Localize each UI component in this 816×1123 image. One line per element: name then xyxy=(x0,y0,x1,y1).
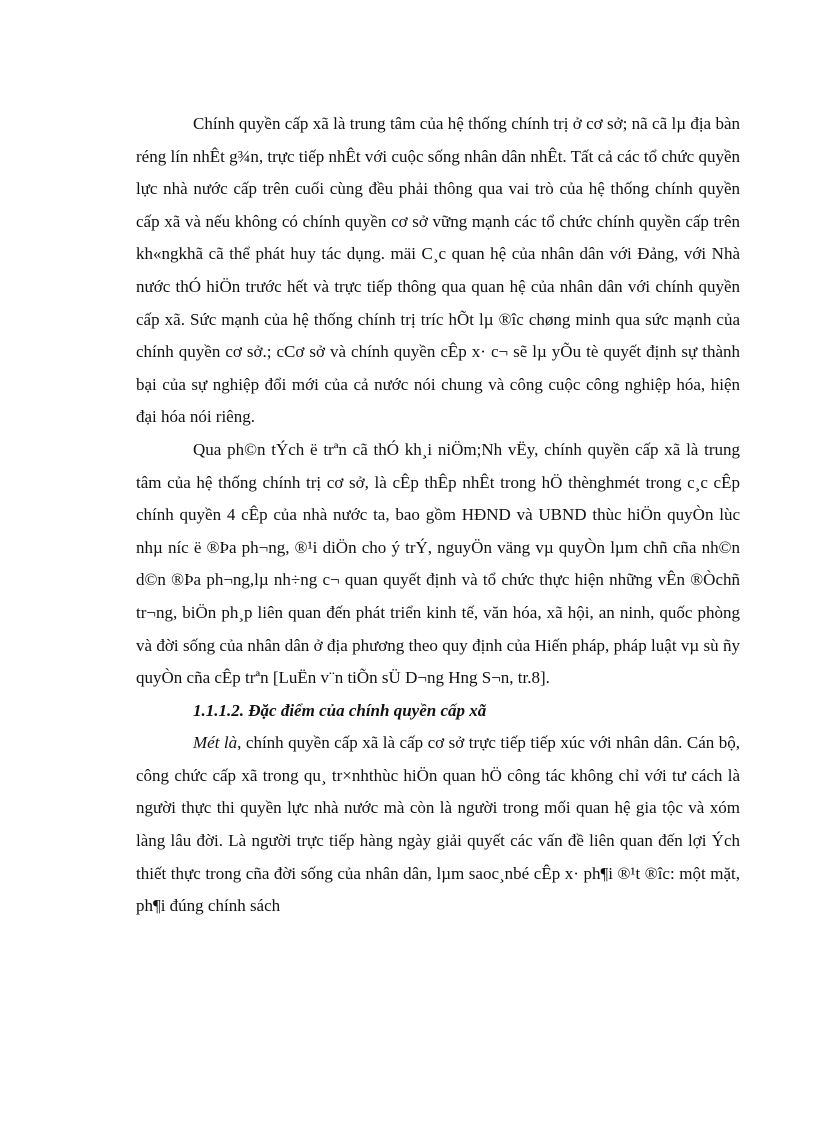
paragraph-1: Chính quyền cấp xã là trung tâm của hệ thống chính trị ở cơ sở; nã cã lµ địa bàn réng lín nhÊt g¾n, trực tiếp nhÊt với cuộc sống nhân dân nhÊt. Tất cả các tổ chức quyền lực nhà nước cấp trên cuối cùng đều phải thông qua vai trò của hệ thống chính quyền cấp xã và nếu không có chính quyền cơ sở vững mạnh các tổ chức chính quyền cấp trên kh«ngkhã cã thể phát huy tác dụng. mäi C¸c quan hệ của nhân dân với Đảng, với Nhà nước thÓ hiÖn trước hết và trực tiếp thông qua quan hệ của nhân dân với chính quyền cấp xã. Sức mạnh của hệ thống chính trị tríc hÕt lµ ®îc chøng minh qua sức mạnh của chính quyền cơ sở.; cCơ sở và chính quyền cÊp x· c¬ sẽ lµ yÕu tè quyết định sự thành bại của sự nghiệp đổi mới của cả nước nói chung và công cuộc công nghiệp hóa, hiện đại hóa nói riêng. xyxy=(136,114,740,427)
paragraph-3 xyxy=(136,727,740,923)
section-heading: 1.1.1.2. Đặc điểm của chính quyền cấp xã xyxy=(193,700,487,720)
paragraph-2: Qua ph©n tÝch ë trªn cã thÓ kh¸i niÖm;Nh vËy, chính quyền cấp xã là trung tâm của hệ thống chính trị cơ sở, là cÊp thÊp nhÊt trong hÖ thènghmét trong c¸c cÊp chính quyền 4 cÊp của nhà nước ta, bao gồm HĐND và UBND thùc hiÖn quyÒn lùc nhµ níc ë ®Þa ph¬ng, ®¹i diÖn cho ý trÝ, nguyÖn väng vµ quyÒn lµm chñ cña nh©n d©n ®Þa ph¬ng,lµ nh÷ng c¬ quan quyết định và tổ chức thực hiện những vÊn ®Òchñ tr¬ng, biÖn ph¸p liên quan đến phát triển kinh tế, văn hóa, xã hội, an ninh, quốc phòng và đời sống của nhân dân ở địa phương theo quy định của Hiến pháp, pháp luật vµ sù ñy quyÒn cña cÊp trªn [LuËn v¨n tiÕn sÜ D¬ng Hng S¬n, tr.8]. xyxy=(136,439,740,688)
paragraph-3-lead: Mét là xyxy=(193,733,238,753)
document-page xyxy=(136,108,740,923)
paragraph-3-body: , chính quyền cấp xã là cấp cơ sở trực tiếp tiếp xúc với nhân dân. Cán bộ, công chức cấp xã trong qu¸ tr×nhthùc hiÖn quan hÖ công tác không chỉ với tư cách là người thực thi quyền lực nhà nước mà còn là người trong mối quan hệ gia tộc và xóm làng lâu đời. Là người trực tiếp hàng ngày giải quyết các vấn đề liên quan đến lợi Ých thiết thực trong cña đời sống của nhân dân, lµm saoc¸nbé cÊp x· ph¶i ®¹t ®îc: một mặt, ph¶i đúng chính sách xyxy=(136,733,741,916)
